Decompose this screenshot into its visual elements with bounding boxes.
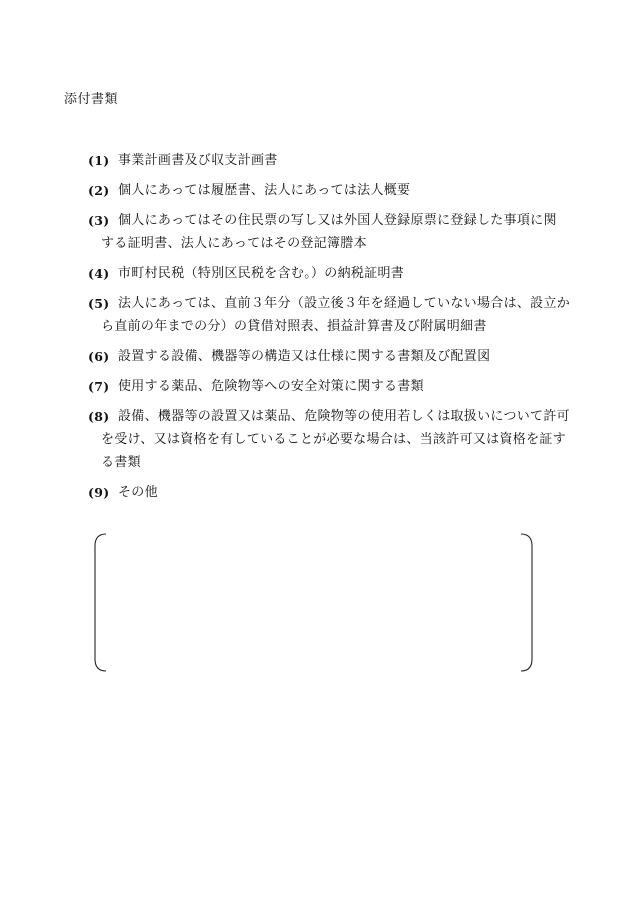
item-line: 設置する設備、機器等の構造又は仕様に関する書類及び配置図	[118, 349, 491, 364]
item-line-continued: る書類	[101, 455, 141, 470]
item-text	[88, 209, 588, 255]
list-item	[88, 209, 588, 255]
list-item	[88, 179, 588, 202]
item-number: (6)	[88, 349, 110, 364]
left-bracket	[95, 534, 106, 671]
item-number: (9)	[88, 485, 110, 500]
item-line: 事業計画書及び収支計画書	[118, 153, 278, 168]
item-line: 法人にあっては、直前３年分（設立後３年を経過していない場合は、設立か	[118, 296, 571, 311]
item-line: 個人にあってはその住民票の写し又は外国人登録原票に登録した事項に関	[118, 213, 557, 228]
item-text	[88, 481, 588, 504]
item-number: (8)	[88, 409, 110, 424]
item-text	[88, 292, 588, 338]
bracket-shape	[92, 532, 535, 673]
item-line-continued: ら直前の年までの分）の貸借対照表、損益計算書及び附属明細書	[101, 319, 487, 334]
list-item	[88, 292, 588, 338]
list-item	[88, 375, 588, 398]
list-item	[88, 405, 588, 474]
list-item	[88, 481, 588, 504]
item-text	[88, 375, 588, 398]
item-line: 個人にあっては履歴書、法人にあっては法人概要	[118, 183, 411, 198]
document-title: 添付書類	[64, 92, 119, 107]
item-line: 使用する薬品、危険物等への安全対策に関する書類	[118, 379, 424, 394]
item-line: 市町村民税（特別区民税を含む。）の納税証明書	[118, 266, 405, 281]
item-text	[88, 179, 588, 202]
item-number: (7)	[88, 379, 110, 394]
item-text	[88, 405, 588, 474]
item-number: (4)	[88, 266, 110, 281]
item-number: (2)	[88, 183, 110, 198]
item-text	[88, 149, 588, 172]
item-line: その他	[118, 485, 158, 500]
item-line-continued: を受け、又は資格を有していることが必要な場合は、当該許可又は資格を証す	[101, 432, 566, 447]
list-item	[88, 149, 588, 172]
item-number: (1)	[88, 153, 110, 168]
item-line-continued: する証明書、法人にあってはその登記簿謄本	[101, 236, 367, 251]
item-text	[88, 262, 588, 285]
item-text	[88, 345, 588, 368]
other-details-bracket-box	[92, 532, 535, 673]
attachment-list	[88, 149, 588, 511]
list-item	[88, 262, 588, 285]
right-bracket	[521, 534, 532, 671]
item-number: (5)	[88, 296, 110, 311]
item-line: 設備、機器等の設置又は薬品、危険物等の使用若しくは取扱いについて許可	[118, 409, 570, 424]
item-number: (3)	[88, 213, 110, 228]
list-item	[88, 345, 588, 368]
